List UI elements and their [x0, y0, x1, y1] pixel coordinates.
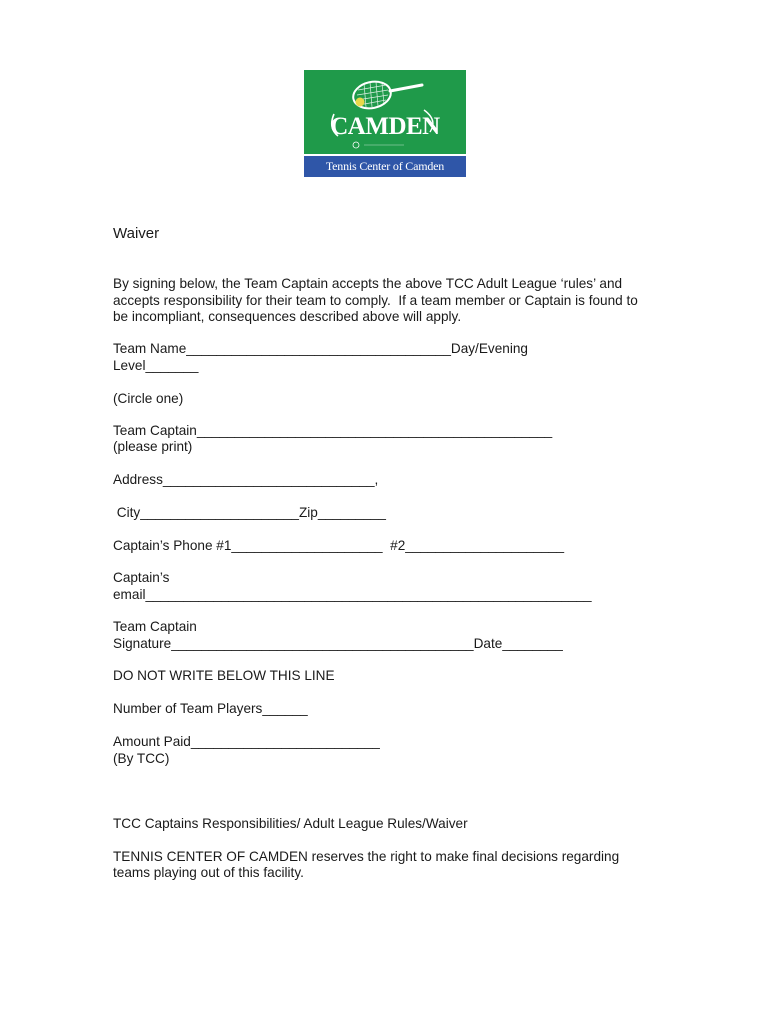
statement-line-1: TENNIS CENTER OF CAMDEN reserves the right to make final decisions regarding — [113, 849, 620, 864]
phone-field: Captain’s Phone #1____________________ #2_____________________ — [113, 538, 565, 553]
email-field: email___________________________________________________________ — [113, 587, 592, 602]
email-label: Captain’s — [113, 570, 170, 585]
signature-field: Signature________________________________________Date________ — [113, 636, 563, 651]
page-title: Waiver — [113, 225, 160, 242]
statement-line-2: teams playing out of this facility. — [113, 865, 304, 880]
level-field: Level_______ — [113, 358, 199, 373]
office-use-heading: DO NOT WRITE BELOW THIS LINE — [113, 668, 335, 683]
by-tcc-note: (By TCC) — [113, 751, 170, 766]
intro-line-2: accepts responsibility for their team to comply. If a team member or Captain is found to — [113, 293, 638, 308]
team-players-field: Number of Team Players______ — [113, 701, 308, 716]
team-name-field: Team Name___________________________________Day/Evening — [113, 341, 528, 356]
logo-tagline: Tennis Center of Camden — [304, 154, 466, 177]
intro-line-1: By signing below, the Team Captain accepts the above TCC Adult League ‘rules’ and — [113, 276, 623, 291]
intro-line-3: be incompliant, consequences described above will apply. — [113, 309, 462, 324]
section-title: TCC Captains Responsibilities/ Adult League Rules/Waiver — [113, 816, 468, 831]
address-field: Address____________________________, — [113, 472, 379, 487]
amount-paid-field: Amount Paid_________________________ — [113, 734, 380, 749]
signature-label: Team Captain — [113, 619, 197, 634]
circle-one-note: (Circle one) — [113, 391, 184, 406]
city-zip-field: City_____________________Zip_________ — [113, 505, 386, 520]
please-print-note: (please print) — [113, 439, 193, 454]
tennis-racket-icon — [304, 70, 466, 154]
team-captain-field: Team Captain_______________________________________________ — [113, 423, 553, 438]
logo — [304, 70, 466, 177]
logo-wordmark: CAMDEN — [330, 113, 440, 140]
